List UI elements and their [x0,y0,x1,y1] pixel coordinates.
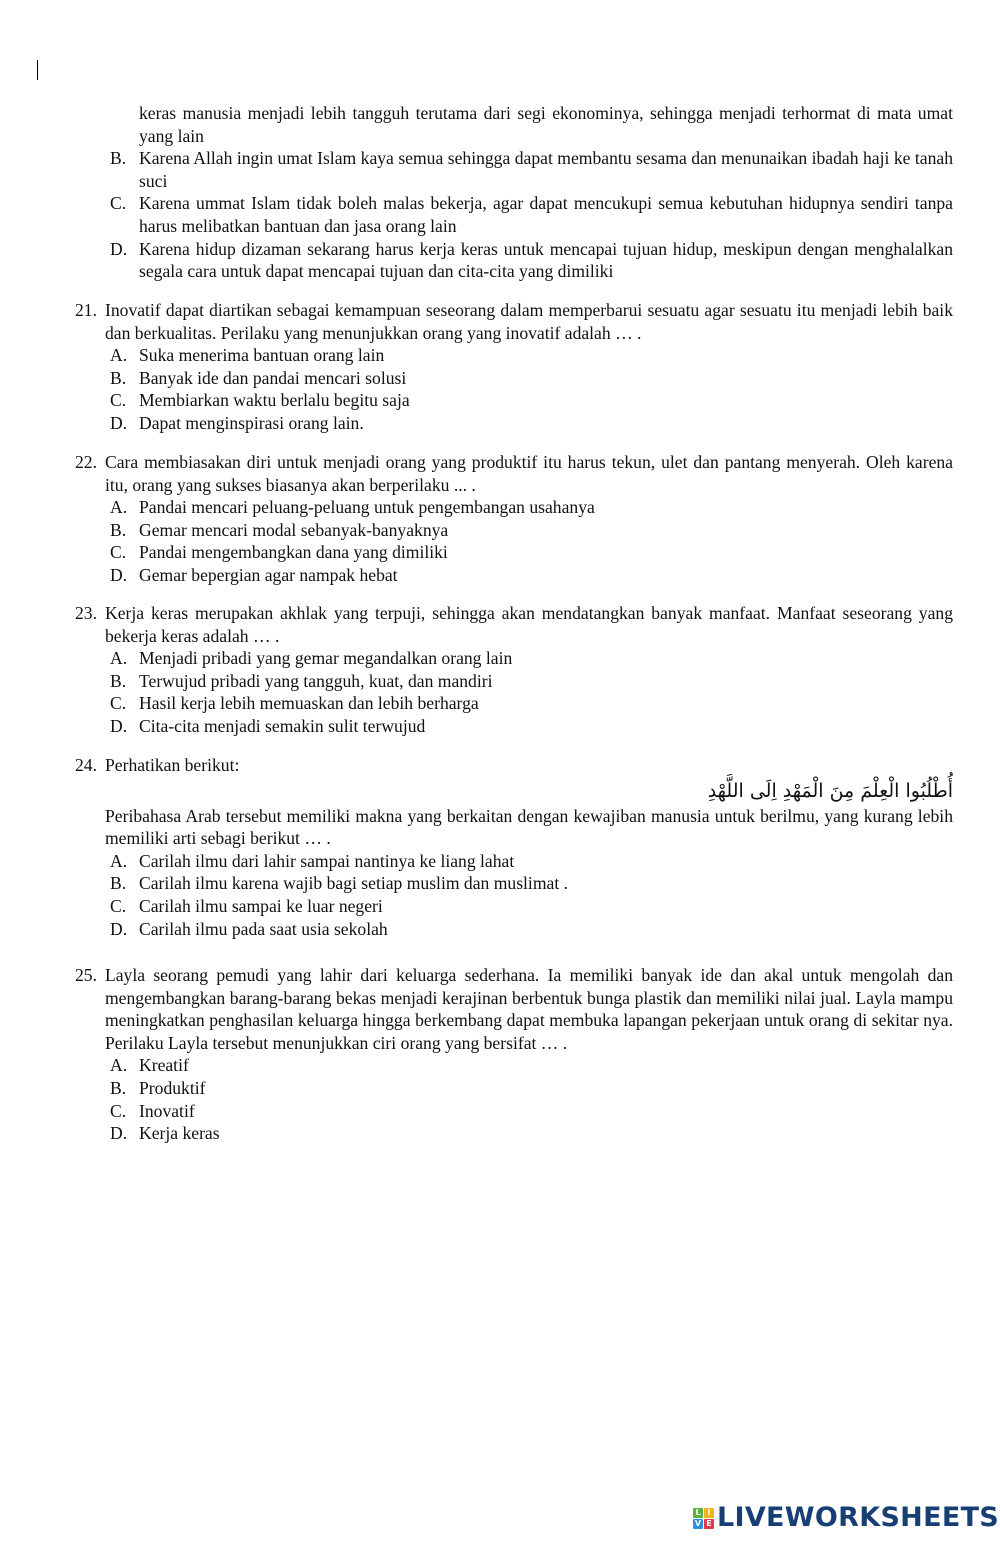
option-text: Banyak ide dan pandai mencari solusi [139,367,407,388]
logo-text: LIVEWORKSHEETS [717,1502,1000,1533]
question-number: 22. [75,452,97,472]
option-letter: A. [110,648,128,669]
option-letter: A. [110,1055,128,1076]
logo-tiles-icon [693,1508,714,1529]
question-text-continued: Peribahasa Arab tersebut memiliki makna yang berkaitan dengan kewajiban manusia untuk berilmu, yang kurang lebih memiliki arti sebagi berikut … . [105,805,953,849]
option-text: Carilah ilmu pada saat usia sekolah [139,918,388,939]
option-letter: D. [110,715,128,736]
option-letter: C. [110,693,127,714]
logo-tile: L [693,1508,703,1518]
option-d[interactable] [0,564,953,587]
question-text [0,602,953,647]
option-text: Carilah ilmu karena wajib bagi setiap muslim dan muslimat . [139,873,569,894]
option-text: Carilah ilmu dari lahir sampai nantinya ke liang lahat [139,850,515,871]
option-a-continuation: keras manusia menjadi lebih tangguh terutama dari segi ekonominya, sehingga menjadi terhormat di mata umat yang lain [139,103,953,146]
option-text: Kreatif [139,1055,189,1076]
option-text: Menjadi pribadi yang gemar megandalkan orang lain [139,648,513,669]
question-24 [0,754,1000,940]
option-text: Carilah ilmu sampai ke luar negeri [139,895,383,916]
option-c[interactable] [0,1100,953,1123]
question-stem: Perhatikan berikut: [105,755,240,775]
text-cursor [37,60,38,80]
option-letter: A. [110,497,128,518]
option-d[interactable] [0,412,953,435]
option-letter: C. [110,542,127,563]
option-a[interactable] [0,496,953,519]
option-text: Dapat menginspirasi orang lain. [139,412,364,433]
option-letter: D. [110,1123,128,1144]
option-a[interactable] [0,344,953,367]
option-text: Terwujud pribadi yang tangguh, kuat, dan mandiri [139,670,493,691]
option-letter: C. [110,193,127,214]
option-d[interactable] [0,715,953,738]
option-letter: D. [110,564,128,585]
option-letter: B. [110,148,127,169]
question-number: 21. [75,300,97,320]
logo-tile: E [704,1519,714,1529]
option-text: Hasil kerja lebih memuaskan dan lebih berharga [139,693,479,714]
option-letter: A. [110,345,128,366]
option-letter: D. [110,238,128,259]
option-text: Pandai mencari peluang-peluang untuk pengembangan usahanya [139,497,595,518]
question-text [0,299,953,344]
option-text: Cita-cita menjadi semakin sulit terwujud [139,715,426,736]
question-stem: Layla seorang pemudi yang lahir dari keluarga sederhana. Ia memiliki banyak ide dan akal untuk mengolah dan mengembangkan barang-barang bekas menjadi kerajinan berbentuk bunga plastik dan memiliki nilai jual. Layla mampu meningkatkan penghasilan keluarga hingga berkembang dapat membuka lapangan pekerjaan untuk orang di sekitar nya. Perilaku Layla tersebut menunjukkan ciri orang yang bersifat … . [105,965,953,1053]
option-text: Karena Allah ingin umat Islam kaya semua sehingga dapat membantu sesama dan menunaikan ibadah haji ke tanah suci [139,148,953,191]
option-b[interactable] [0,519,953,542]
option-letter: D. [110,412,128,433]
question-22 [0,451,1000,587]
question-text [0,964,953,1054]
option-text: Inovatif [139,1100,195,1121]
option-letter: C. [110,390,127,411]
option-letter: B. [110,670,127,691]
option-a[interactable] [0,647,953,670]
option-d[interactable] [0,918,953,941]
option-a[interactable] [0,1054,953,1077]
option-letter: B. [110,1077,127,1098]
question-number: 23. [75,603,97,623]
question-20-continuation [0,102,1000,283]
option-letter: C. [110,895,127,916]
question-stem: Cara membiasakan diri untuk menjadi orang yang produktif itu harus tekun, ulet dan pantang menyerah. Oleh karena itu, orang yang sukses biasanya akan berperilaku ... . [105,452,953,495]
option-text: Membiarkan waktu berlalu begitu saja [139,390,410,411]
option-b[interactable] [0,1077,953,1100]
option-c[interactable] [0,895,953,918]
option-text: Gemar mencari modal sebanyak-banyaknya [139,519,449,540]
question-stem: Inovatif dapat diartikan sebagai kemampuan seseorang dalam memperbarui sesuatu agar sesuatu itu menjadi lebih baik dan berkualitas. Perilaku yang menunjukkan orang yang inovatif adalah … . [105,300,953,343]
logo-tile: I [704,1508,714,1518]
option-b[interactable] [0,670,953,693]
option-c[interactable] [0,389,953,412]
option-text: Kerja keras [139,1123,220,1144]
question-21 [0,299,1000,435]
option-d[interactable] [0,238,953,283]
option-b[interactable] [0,147,953,192]
option-text: Gemar bepergian agar nampak hebat [139,564,398,585]
option-c[interactable] [0,192,953,237]
option-letter: B. [110,367,127,388]
option-text: Karena hidup dizaman sekarang harus kerja keras untuk mencapai tujuan hidup, meskipun dengan menghalalkan segala cara untuk dapat mencapai tujuan dan cita-cita yang dimiliki [139,238,953,282]
option-d[interactable] [0,1122,953,1145]
question-number: 25. [75,965,97,985]
option-text: Karena ummat Islam tidak boleh malas bekerja, agar dapat mencukupi semua kebutuhan hidupnya sendiri tanpa harus melibatkan bantuan dan jasa orang lain [139,193,953,236]
option-letter: A. [110,850,128,871]
option-b[interactable] [0,367,953,390]
option-letter: C. [110,1100,127,1121]
option-text: Pandai mengembangkan dana yang dimiliki [139,542,448,563]
option-letter: B. [110,873,127,894]
option-text: Suka menerima bantuan orang lain [139,345,385,366]
option-c[interactable] [0,692,953,715]
option-letter: B. [110,519,127,540]
arabic-proverb: أُطْلُبُوا الْعِلْمَ مِنَ الْمَهْدِ اِلَى اللَّهْدِ [707,779,953,802]
question-number: 24. [75,755,97,775]
option-c[interactable] [0,541,953,564]
logo-tile: V [694,1518,702,1528]
option-text: Produktif [139,1077,206,1098]
liveworksheets-logo [693,1503,999,1533]
question-25 [0,964,1000,1145]
option-b[interactable] [0,872,953,895]
question-stem: Kerja keras merupakan akhlak yang terpuji, sehingga akan mendatangkan banyak manfaat. Manfaat seseorang yang bekerja keras adalah … . [105,603,953,646]
option-a[interactable] [0,850,953,873]
question-text [0,451,953,496]
question-23 [0,602,1000,738]
option-letter: D. [110,918,128,939]
question-text [0,754,953,777]
